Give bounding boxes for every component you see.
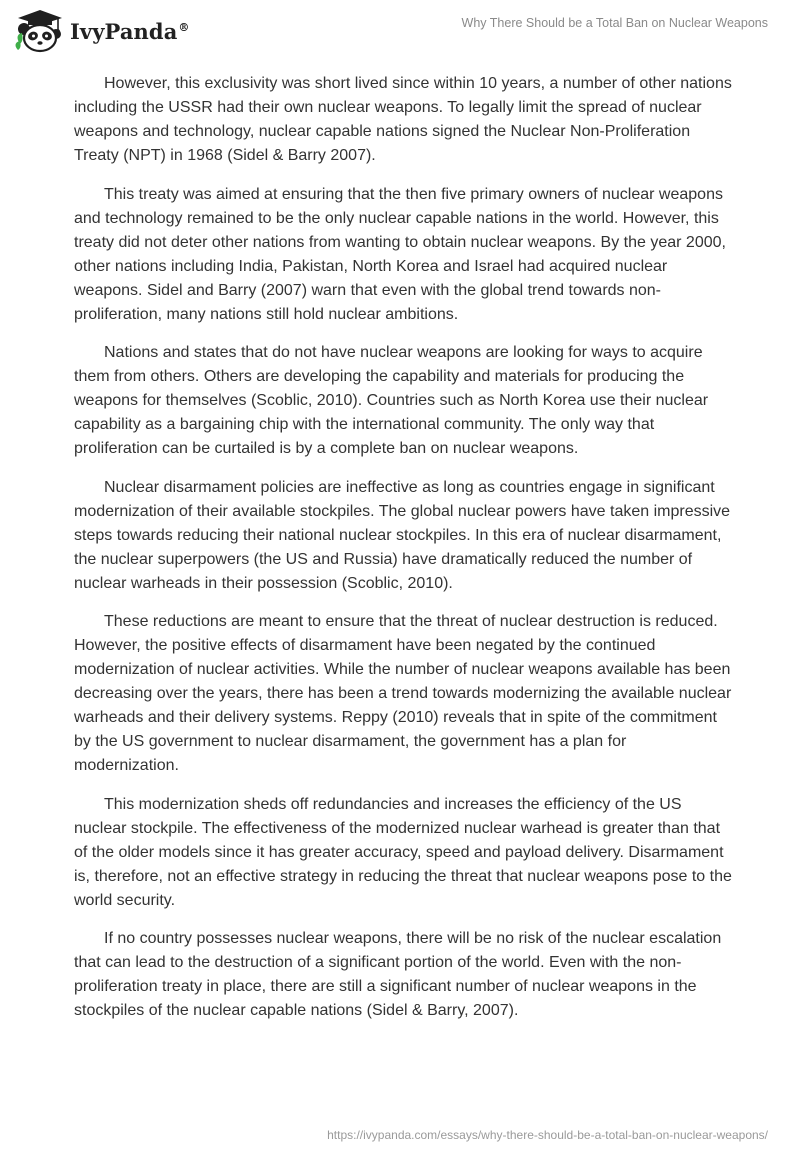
- paragraph: This modernization sheds off redundancies and increases the efficiency of the US nuclear stockpile. The effectiveness of the modernized nuclear warhead is greater than that of the older models since it has greater accuracy, speed and payload delivery. Disarmament is, therefore, not an effective strategy in reducing the threat that nuclear weapons pose to the world security.: [74, 795, 732, 909]
- brand-name: IvyPanda®: [70, 18, 190, 44]
- document-title: Why There Should be a Total Ban on Nuclear Weapons: [461, 16, 768, 30]
- essay-body: [74, 72, 734, 1038]
- paragraph: These reductions are meant to ensure that the threat of nuclear destruction is reduced. However, the positive effects of disarmament have been negated by the continued modernization of nuclear activities. While the number of nuclear weapons available has been decreasing over the years, there has been a trend towards modernizing the available nuclear warheads and their delivery systems. Reppy (2010) reveals that in spite of the commitment by the US government to nuclear disarmament, the government has a plan for modernization.: [74, 613, 732, 774]
- paragraph: Nations and states that do not have nuclear weapons are looking for ways to acquire them from others. Others are developing the capability and materials for producing the weapons for themselves (Scoblic, 2010). Countries such as North Korea use their nuclear capability as a bargaining chip with the international community. The only way that proliferation can be curtailed is by a complete ban on nuclear weapons.: [74, 344, 709, 457]
- paragraph: Nuclear disarmament policies are ineffective as long as countries engage in significant modernization of their available stockpiles. The global nuclear powers have taken impressive steps towards reducing their national nuclear stockpiles. In this era of nuclear disarmament, the nuclear superpowers (the US and Russia) have dramatically reduced the number of nuclear warheads in their possession (Scoblic, 2010).: [74, 478, 731, 592]
- page-header: [0, 0, 800, 60]
- panda-graduate-icon: [14, 8, 66, 54]
- paragraph: However, this exclusivity was short lived since within 10 years, a number of other nations including the USSR had their own nuclear weapons. To legally limit the spread of nuclear weapons and technology, nuclear capable nations signed the Nuclear Non-Proliferation Treaty (NPT) in 1968 (Sidel & Barry 2007).: [74, 75, 732, 164]
- paragraph: This treaty was aimed at ensuring that the then five primary owners of nuclear weapons and technology remained to be the only nuclear capable nations in the world. However, this treaty did not deter other nations from wanting to obtain nuclear weapons. By the year 2000, other nations including India, Pakistan, North Korea and Israel had acquired nuclear weapons. Sidel and Barry (2007) warn that even with the global trend towards non-proliferation, many nations still hold nuclear ambitions.: [74, 185, 726, 323]
- brand-logo[interactable]: [14, 8, 190, 54]
- source-url[interactable]: https://ivypanda.com/essays/why-there-should-be-a-total-ban-on-nuclear-weapons/: [327, 1128, 768, 1142]
- paragraph: If no country possesses nuclear weapons, there will be no risk of the nuclear escalation that can lead to the destruction of a significant portion of the world. Even with the non-proliferation treaty in place, there are still a significant number of nuclear weapons in the stockpiles of the nuclear capable nations (Sidel & Barry, 2007).: [74, 930, 722, 1019]
